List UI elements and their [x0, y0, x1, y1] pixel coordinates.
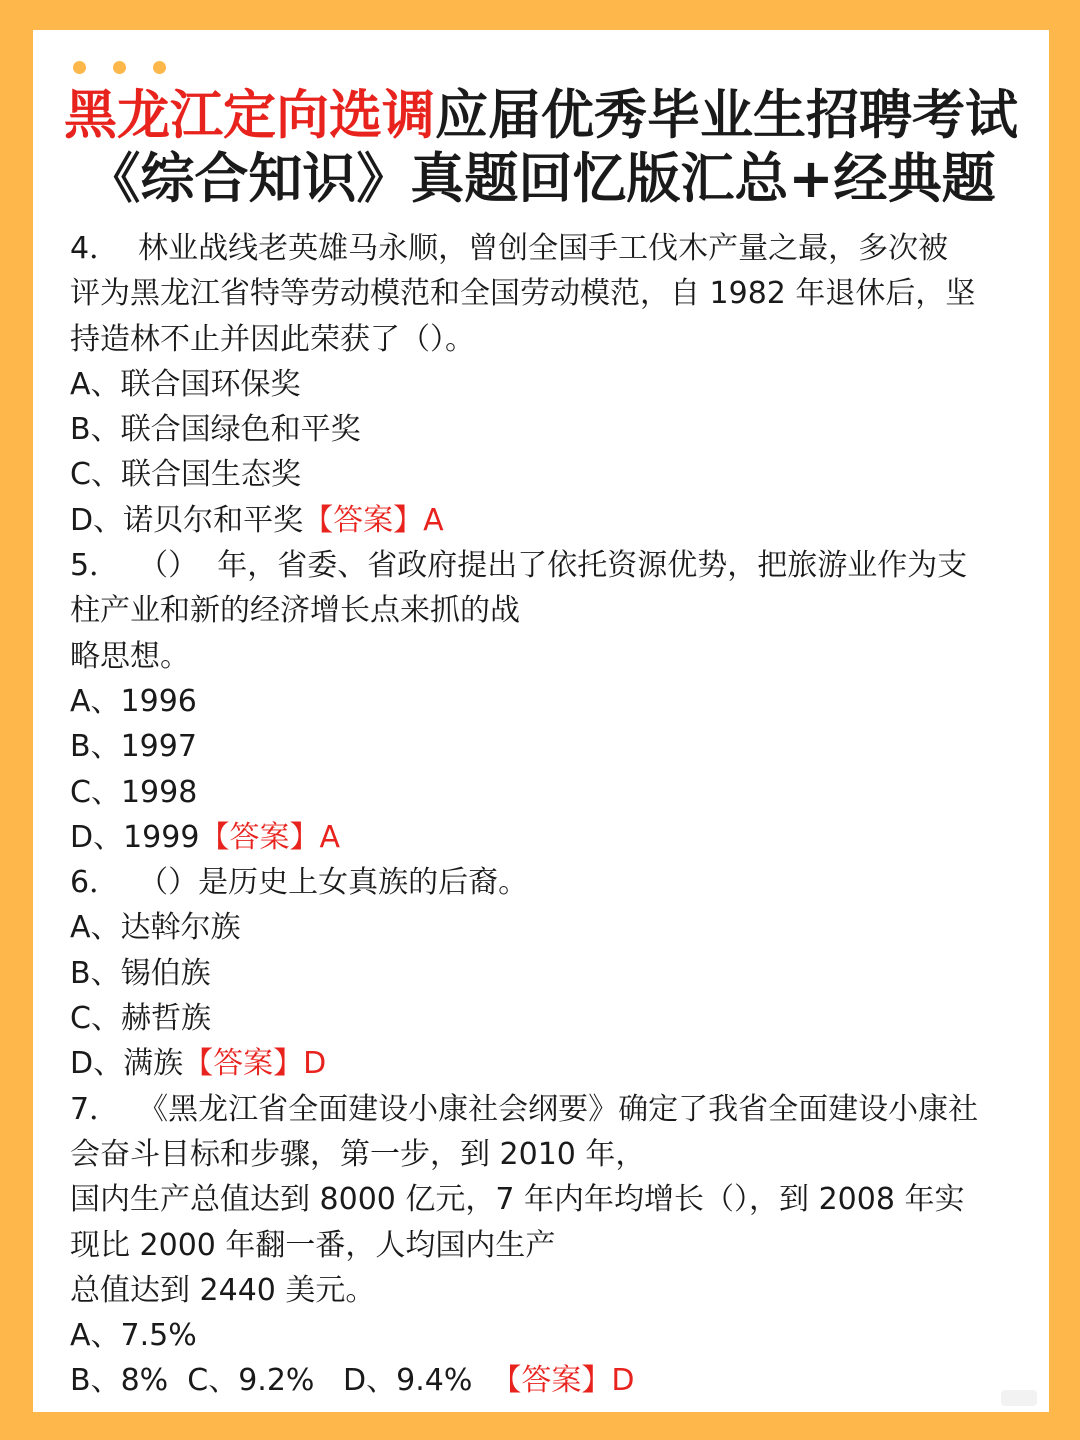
question-text: 评为黑龙江省特等劳动模范和全国劳动模范，自 1982 年退休后，坚	[70, 276, 976, 312]
option-item: A、1996	[70, 683, 197, 719]
question-block	[70, 543, 1030, 860]
option-item: C、1998	[70, 774, 198, 810]
question-text: 6． （）是历史上女真族的后裔。	[70, 865, 529, 901]
question-block	[70, 226, 1030, 543]
option-item: B、联合国绿色和平奖	[70, 412, 361, 448]
question-text: 5． （） 年，省委、省政府提出了依托资源优势，把旅游业作为支	[70, 548, 968, 584]
question-text: 持造林不止并因此荣获了（）。	[70, 321, 475, 357]
title-highlight: 黑龙江定向选调	[64, 85, 435, 146]
answer-label: 【答案】A	[303, 502, 444, 538]
dot-icon	[73, 61, 86, 74]
page-title	[33, 85, 1049, 147]
option-item-with-answer	[70, 815, 1030, 860]
option-text: D、诺贝尔和平奖	[70, 502, 304, 538]
question-text: 国内生产总值达到 8000 亿元，7 年内年均增长（），到 2008 年实	[70, 1182, 965, 1218]
option-item: A、7.5%	[70, 1318, 197, 1354]
option-text: B、8% C、9.2% D、9.4%	[70, 1363, 492, 1399]
title-rest: 应届优秀毕业生招聘考试	[435, 85, 1018, 146]
content-card	[33, 30, 1049, 1412]
option-item: B、1997	[70, 729, 197, 765]
question-text: 柱产业和新的经济增长点来抓的战	[70, 593, 520, 629]
answer-label: 【答案】A	[199, 819, 340, 855]
dot-icon	[153, 61, 166, 74]
option-item: B、锡伯族	[70, 955, 211, 991]
option-text: D、1999	[70, 819, 200, 855]
option-item-with-answer	[70, 1041, 1030, 1086]
question-list	[70, 226, 1030, 1404]
option-item: C、联合国生态奖	[70, 457, 301, 493]
question-block	[70, 860, 1030, 1086]
question-text: 现比 2000 年翻一番，人均国内生产	[70, 1227, 556, 1263]
question-text: 4． 林业战线老英雄马永顺，曾创全国手工伐木产量之最，多次被	[70, 231, 949, 266]
dot-icon	[113, 61, 126, 74]
option-item: C、赫哲族	[70, 1001, 211, 1037]
question-text: 7． 《黑龙江省全面建设小康社会纲要》确定了我省全面建设小康社	[70, 1091, 979, 1127]
option-item: A、达斡尔族	[70, 910, 241, 946]
option-text: D、满族	[70, 1046, 184, 1082]
option-item: A、联合国环保奖	[70, 366, 301, 402]
option-item-with-answer	[70, 498, 1030, 543]
question-text: 总值达到 2440 美元。	[70, 1272, 376, 1308]
page-subtitle: 《综合知识》真题回忆版汇总+经典题	[86, 147, 996, 210]
answer-label: 【答案】D	[183, 1046, 327, 1082]
watermark	[1001, 1390, 1037, 1406]
option-item-with-answer	[70, 1358, 1030, 1403]
question-block	[70, 1087, 1030, 1404]
question-text: 略思想。	[70, 638, 190, 674]
answer-label: 【答案】D	[491, 1363, 635, 1399]
question-text: 会奋斗目标和步骤，第一步，到 2010 年，	[70, 1136, 646, 1172]
